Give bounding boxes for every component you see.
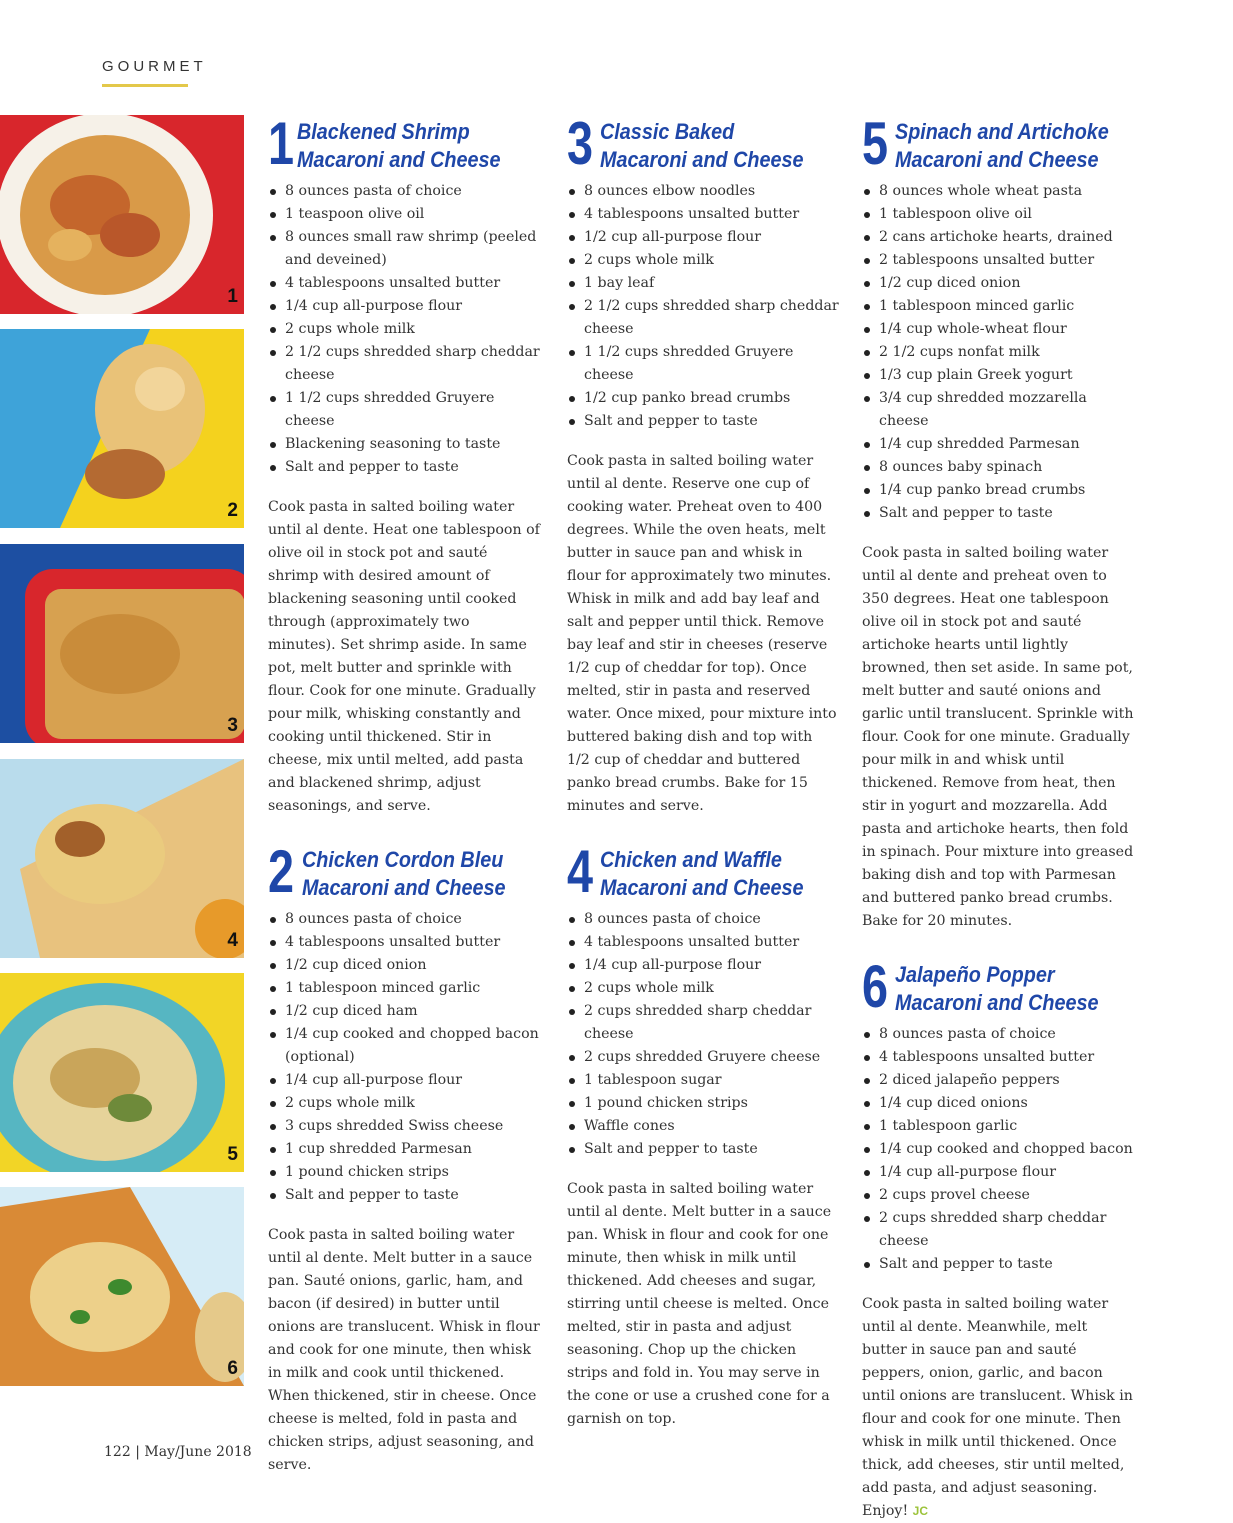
ingredient-item: 3/4 cup shredded mozzarella cheese [862, 387, 1134, 433]
recipe-instructions: Cook pasta in salted boiling water until al dente and preheat oven to 350 degrees. Heat one tablespoon olive oil in stock pot and sauté artichoke hearts until lightly browned, then set aside. In same pot, melt butter and sauté onions and garlic until translucent. Sprinkle with flour. Cook for one minute. Gradually pour milk in and whisk until thickened. Remove from heat, then stir in yogurt and mozzarella. Add pasta and artichoke hearts, then fold in spinach. Pour mixture into greased baking dish and top with Parmesan and buttered panko bread crumbs. Bake for 20 minutes. [862, 545, 1134, 929]
ingredient-item: 1/3 cup plain Greek yogurt [862, 364, 1134, 387]
photo-number: 6 [227, 1358, 238, 1379]
ingredient-item: 1/2 cup diced ham [268, 1000, 540, 1023]
ingredient-item: 8 ounces whole wheat pasta [862, 180, 1134, 203]
recipe-title [895, 118, 1129, 174]
photo-3-art [0, 544, 244, 743]
photo-number: 1 [227, 286, 238, 307]
recipe-title-line: Macaroni and Cheese [600, 147, 804, 172]
recipe-instructions: Cook pasta in salted boiling water until al dente. Heat one tablespoon of olive oil in stock pot and sauté shrimp with desired amount of blackening seasoning until cooked through (approximately two minutes). Set shrimp aside. In same pot, melt butter and sprinkle with flour. Cook for one minute. Gradually pour milk, whisking constantly and cooking until thickened. Stir in cheese, mix until melted, add pasta and blackened shrimp, adjust seasonings, and serve. [268, 499, 540, 814]
recipe-instructions [862, 1293, 1134, 1523]
recipe-title [302, 846, 536, 902]
recipe-number: 4 [567, 838, 594, 905]
ingredient-item: 1/4 cup all-purpose flour [268, 295, 540, 318]
recipe-header [862, 953, 1134, 1020]
recipe-6 [862, 953, 1134, 1523]
ingredient-item: 1/4 cup all-purpose flour [567, 954, 839, 977]
ingredient-item: 2 cups whole milk [268, 1092, 540, 1115]
recipe-title-line: Macaroni and Cheese [302, 875, 506, 900]
recipe-number: 3 [567, 110, 594, 177]
ingredient-item: 1 pound chicken strips [268, 1161, 540, 1184]
recipe-title-line: Blackened Shrimp [297, 119, 470, 144]
ingredient-list [268, 908, 540, 1207]
recipe-title-line: Classic Baked [600, 119, 735, 144]
ingredient-item: 8 ounces elbow noodles [567, 180, 839, 203]
section-underline [102, 84, 188, 87]
recipe-instructions: Cook pasta in salted boiling water until al dente. Melt butter in a sauce pan. Sauté onions, garlic, ham, and bacon (if desired) in butter until onions are translucent. Whisk in flour and cook for one minute, then whisk in milk and cook until thickened. When thickened, stir in cheese. Once cheese is melted, fold in pasta and chicken strips, adjust seasoning, and serve. [268, 1227, 540, 1473]
page-footer [104, 1444, 252, 1460]
ingredient-item: 1 bay leaf [567, 272, 839, 295]
recipe-title-line: Chicken and Waffle [600, 847, 782, 872]
ingredient-item: 2 cups shredded sharp cheddar cheese [862, 1207, 1134, 1253]
ingredient-item: 1/4 cup all-purpose flour [268, 1069, 540, 1092]
ingredient-item: 1/2 cup diced onion [268, 954, 540, 977]
spinach-mac-bowl-photo [0, 973, 244, 1172]
ingredient-item: 2 cans artichoke hearts, drained [862, 226, 1134, 249]
ingredient-item: 2 cups provel cheese [862, 1184, 1134, 1207]
column-right [862, 110, 1134, 1523]
ingredient-item: Salt and pepper to taste [567, 1138, 839, 1161]
recipe-number: 5 [862, 110, 889, 177]
ingredient-list [567, 908, 839, 1161]
recipe-instructions: Cook pasta in salted boiling water until al dente. Reserve one cup of cooking water. Preheat oven to 400 degrees. While the oven heats, melt butter in sauce pan and whisk in flour for approximately two minutes. Whisk in milk and add bay leaf and salt and pepper until thick. Remove bay leaf and stir in cheeses (reserve 1/2 cup of cheddar for top). Once melted, stir in pasta and reserved water. Once mixed, pour mixture into buttered baking dish and top with 1/2 cup of cheddar and buttered panko bread crumbs. Bake for 15 minutes and serve. [567, 453, 837, 814]
recipe-title [297, 118, 531, 174]
ingredient-item: 1 tablespoon minced garlic [268, 977, 540, 1000]
recipe-title-line: Macaroni and Cheese [600, 875, 804, 900]
ingredient-item: 2 cups shredded sharp cheddar cheese [567, 1000, 839, 1046]
photo-number: 4 [227, 930, 238, 951]
photo-6-art [0, 1187, 244, 1386]
ingredient-item: 1/2 cup diced onion [862, 272, 1134, 295]
ingredient-item: Salt and pepper to taste [268, 456, 540, 479]
ingredient-item: Salt and pepper to taste [268, 1184, 540, 1207]
ingredient-item: 1 cup shredded Parmesan [268, 1138, 540, 1161]
ingredient-list [567, 180, 839, 433]
ingredient-item: 2 cups whole milk [567, 977, 839, 1000]
ingredient-list [862, 180, 1134, 525]
ingredient-item: 1 tablespoon minced garlic [862, 295, 1134, 318]
ingredient-item: 4 tablespoons unsalted butter [567, 931, 839, 954]
ingredient-item: 1/4 cup shredded Parmesan [862, 433, 1134, 456]
ingredient-item: Blackening seasoning to taste [268, 433, 540, 456]
ingredient-item: 2 cups shredded Gruyere cheese [567, 1046, 839, 1069]
ingredient-item: 4 tablespoons unsalted butter [268, 272, 540, 295]
recipe-header [268, 110, 540, 177]
recipe-title-line: Macaroni and Cheese [297, 147, 501, 172]
recipe-title [600, 846, 834, 902]
section-label: GOURMET [102, 58, 207, 75]
footer-separator: | [135, 1444, 140, 1460]
ingredient-item: 2 1/2 cups nonfat milk [862, 341, 1134, 364]
photo-5-art [0, 973, 244, 1172]
ingredient-item: 1/2 cup panko bread crumbs [567, 387, 839, 410]
column-left [268, 110, 540, 1477]
ingredient-item: 1 1/2 cups shredded Gruyere cheese [268, 387, 540, 433]
ingredient-item: 8 ounces pasta of choice [268, 908, 540, 931]
jalapeno-cone-mac-photo [0, 1187, 244, 1386]
ingredient-item: 1/2 cup all-purpose flour [567, 226, 839, 249]
ingredient-item: 1/4 cup whole-wheat flour [862, 318, 1134, 341]
recipe-title [600, 118, 834, 174]
recipe-number: 2 [268, 838, 295, 905]
recipe-header [567, 110, 839, 177]
ingredient-item: 1 teaspoon olive oil [268, 203, 540, 226]
recipe-header [268, 838, 540, 905]
ingredient-item: 2 1/2 cups shredded sharp cheddar cheese [567, 295, 839, 341]
ingredient-item: 1 tablespoon sugar [567, 1069, 839, 1092]
ingredient-item: 1 tablespoon garlic [862, 1115, 1134, 1138]
column-middle [567, 110, 839, 1431]
page-number: 122 [104, 1444, 131, 1460]
ingredient-item: 4 tablespoons unsalted butter [268, 931, 540, 954]
recipe-title [895, 961, 1129, 1017]
ingredient-item: 1/4 cup cooked and chopped bacon (optional) [268, 1023, 540, 1069]
recipe-3 [567, 110, 839, 818]
ingredient-item: 8 ounces pasta of choice [268, 180, 540, 203]
recipe-header [862, 110, 1134, 177]
ingredient-item: 3 cups shredded Swiss cheese [268, 1115, 540, 1138]
ingredient-item: 8 ounces pasta of choice [862, 1023, 1134, 1046]
recipe-title-line: Chicken Cordon Bleu [302, 847, 504, 872]
ingredient-item: 8 ounces pasta of choice [567, 908, 839, 931]
recipe-5 [862, 110, 1134, 933]
photo-2-art [0, 329, 244, 528]
ingredient-item: 1/4 cup all-purpose flour [862, 1161, 1134, 1184]
ingredient-item: 2 cups whole milk [268, 318, 540, 341]
recipe-number: 6 [862, 953, 889, 1020]
recipe-4 [567, 838, 839, 1431]
ingredient-list [862, 1023, 1134, 1276]
photo-number: 3 [227, 715, 238, 736]
ingredient-list [268, 180, 540, 479]
recipe-title-line: Spinach and Artichoke [895, 119, 1109, 144]
ingredient-item: 1/4 cup diced onions [862, 1092, 1134, 1115]
recipe-header [567, 838, 839, 905]
cordon-bleu-mac-photo [0, 329, 244, 528]
ingredient-item: Salt and pepper to taste [862, 502, 1134, 525]
photo-4-art [0, 759, 244, 958]
ingredient-item: 1/4 cup cooked and chopped bacon [862, 1138, 1134, 1161]
ingredient-item: Salt and pepper to taste [862, 1253, 1134, 1276]
ingredient-item: 1 tablespoon olive oil [862, 203, 1134, 226]
author-initials: JC [912, 1504, 929, 1518]
ingredient-item: 8 ounces small raw shrimp (peeled and deveined) [268, 226, 540, 272]
waffle-cone-mac-photo [0, 759, 244, 958]
baked-mac-dish-photo [0, 544, 244, 743]
ingredient-item: 2 diced jalapeño peppers [862, 1069, 1134, 1092]
ingredient-item: 1/4 cup panko bread crumbs [862, 479, 1134, 502]
photo-number: 5 [227, 1144, 238, 1165]
recipe-1 [268, 110, 540, 818]
recipe-title-line: Jalapeño Popper [895, 962, 1055, 987]
ingredient-item: 2 1/2 cups shredded sharp cheddar cheese [268, 341, 540, 387]
ingredient-item: Salt and pepper to taste [567, 410, 839, 433]
photo-1-art [0, 115, 244, 314]
ingredient-item: 2 tablespoons unsalted butter [862, 249, 1134, 272]
ingredient-item: 4 tablespoons unsalted butter [567, 203, 839, 226]
recipe-number: 1 [268, 110, 295, 177]
ingredient-item: 1 1/2 cups shredded Gruyere cheese [567, 341, 839, 387]
ingredient-item: 4 tablespoons unsalted butter [862, 1046, 1134, 1069]
recipe-title-line: Macaroni and Cheese [895, 147, 1099, 172]
recipe-2 [268, 838, 540, 1477]
ingredient-item: 8 ounces baby spinach [862, 456, 1134, 479]
recipe-title-line: Macaroni and Cheese [895, 990, 1099, 1015]
ingredient-item: Waffle cones [567, 1115, 839, 1138]
shrimp-mac-bowl-photo [0, 115, 244, 314]
issue-date: May/June 2018 [144, 1444, 252, 1460]
recipe-instructions: Cook pasta in salted boiling water until al dente. Melt butter in a sauce pan. Whisk in flour and cook for one minute, then whisk in milk until thickened. Add cheeses and sugar, stirring until cheese is melted. Once melted, stir in pasta and adjust seasoning. Chop up the chicken strips and fold in. You may serve in the cone or use a crushed cone for a garnish on top. [567, 1181, 832, 1427]
photo-number: 2 [227, 500, 238, 521]
recipe-instructions-text: Cook pasta in salted boiling water until al dente. Meanwhile, melt butter in sauce pan and sauté peppers, onion, garlic, and bacon until onions are translucent. Whisk in flour and cook for one minute. Then whisk in milk until thickened. Once thick, add cheeses, stir until melted, add pasta, and adjust seasoning. Enjoy! [862, 1296, 1133, 1519]
ingredient-item: 2 cups whole milk [567, 249, 839, 272]
ingredient-item: 1 pound chicken strips [567, 1092, 839, 1115]
